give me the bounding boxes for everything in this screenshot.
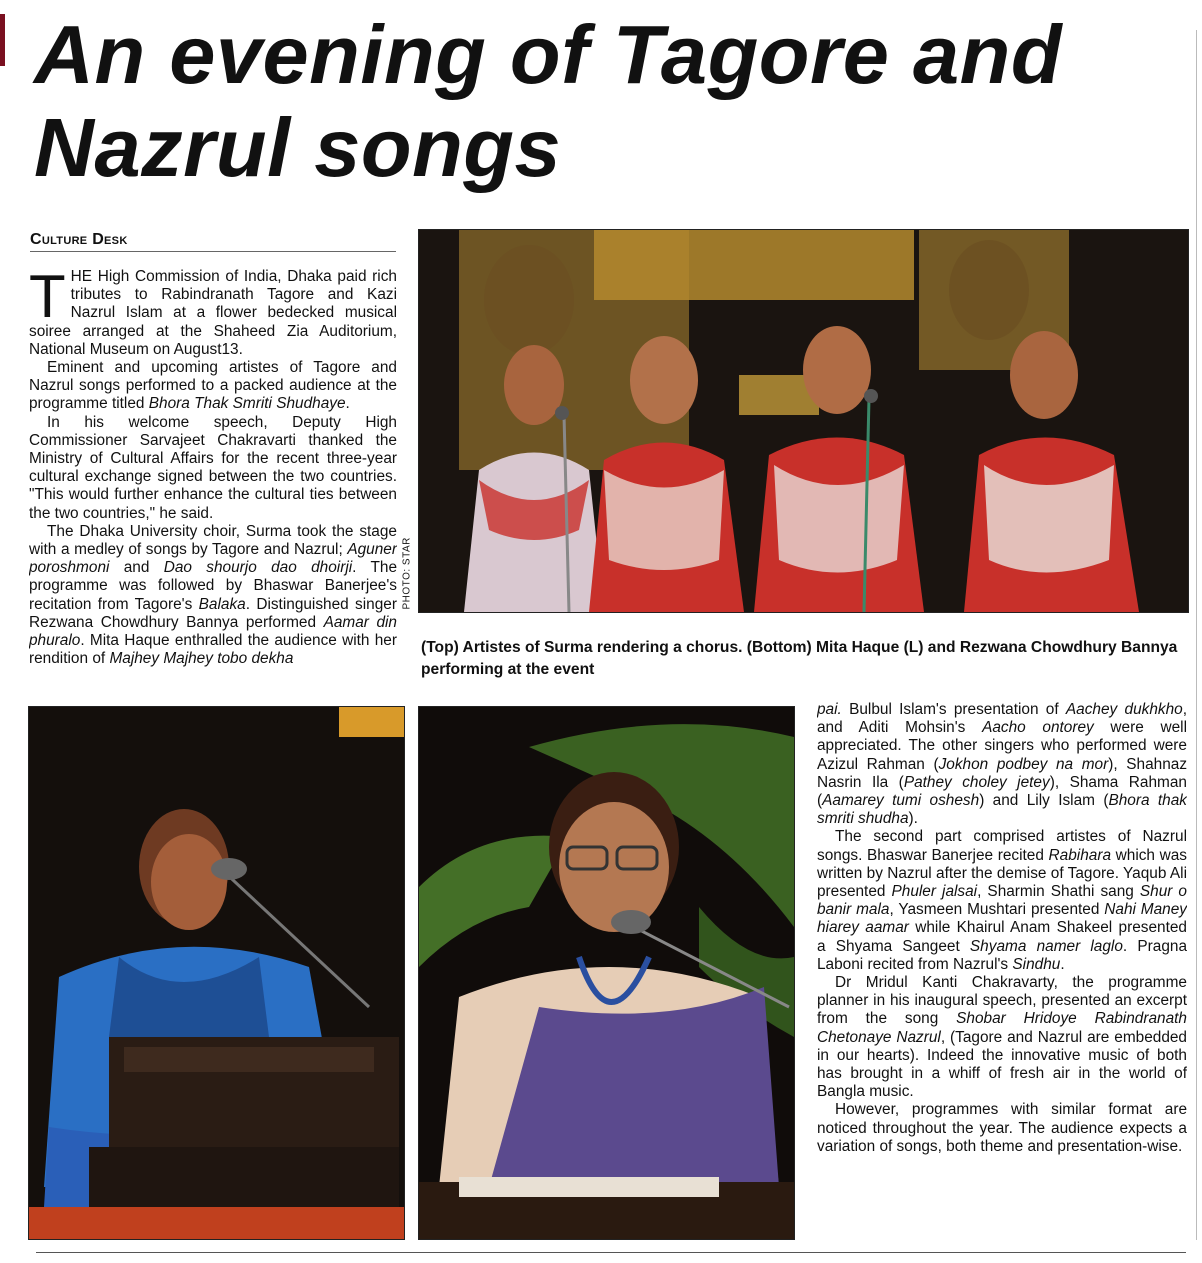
- left-accent-rule: [0, 14, 5, 66]
- mita-haque-photo: [28, 706, 405, 1240]
- article-column-2: [817, 701, 1187, 1246]
- paragraph-4-continued: pai. Bulbul Islam's presentation of Aachey dukhkho, and Aditi Mohsin's Aacho ontorey were well appreciated. The other singers who performed were Azizul Rahman (Jokhon podbey na mor), Shahnaz Nasrin Ila (Pathey choley jetey), Shama Rahman (Aamarey tumi oshesh) and Lily Islam (Bhora thak smriti shudha).: [817, 701, 1187, 828]
- byline: Culture Desk: [30, 231, 128, 248]
- paragraph-4: The Dhaka University choir, Surma took the stage with a medley of songs by Tagore and Nazrul; Aguner poroshmoni and Dao shourjo dao dhoirji. The programme was followed by Bhaswar Banerjee's recitation from Tagore's Balaka. Distinguished singer Rezwana Chowdhury Bannya performed Aamar din phuralo. Mita Haque enthralled the audience with her rendition of Majhey Majhey tobo dekha: [29, 522, 397, 668]
- paragraph-2: Eminent and upcoming artistes of Tagore and Nazrul songs performed to a packed audience at the programme titled Bhora Thak Smriti Shudhaye.: [29, 359, 397, 413]
- photo-caption: (Top) Artistes of Surma rendering a chorus. (Bottom) Mita Haque (L) and Rezwana Chowdhury Bannya performing at the event: [421, 639, 1178, 678]
- photo-credit: PHOTO: STAR: [401, 537, 413, 610]
- headline-line-2: Nazrul songs: [34, 101, 562, 194]
- column-rule: [1196, 30, 1197, 1240]
- rezwana-bannya-photo: [418, 706, 795, 1240]
- bottom-rule: [36, 1252, 1186, 1253]
- paragraph-7: However, programmes with similar format are noticed throughout the year. The audience expects a variation of songs, both theme and presentation-wise.: [817, 1101, 1187, 1155]
- mita-haque-photo-art: [29, 707, 404, 1239]
- headline-line-1: An evening of Tagore and: [34, 8, 1063, 101]
- chorus-photo: [418, 229, 1189, 613]
- paragraph-6: Dr Mridul Kanti Chakravarty, the programme planner in his inaugural speech, presented an excerpt from the song Shobar Hridoye Rabindranath Chetonaye Nazrul, (Tagore and Nazrul are embedded in our hearts). Indeed the innovative music of both has brought in a whiff of fresh air in the world of Bangla music.: [817, 974, 1187, 1101]
- article-column-1: [29, 268, 397, 692]
- chorus-photo-art: [419, 230, 1188, 612]
- paragraph-5: The second part comprised artistes of Nazrul songs. Bhaswar Banerjee recited Rabihara which was written by Nazrul after the demise of Tagore. Yaqub Ali presented Phuler jalsai, Sharmin Shathi sang Shur o banir mala, Yasmeen Mushtari presented Nahi Maney hiarey aamar while Khairul Anam Shakeel presented a Shyama Sangeet Shyama namer laglo. Pragna Laboni recited from Nazrul's Sindhu.: [817, 828, 1187, 973]
- paragraph-3: In his welcome speech, Deputy High Commissioner Sarvajeet Chakravarti thanked the Ministry of Cultural Affairs for the recent three-year cultural exchange signed between the two countries. "This would further enhance the cultural ties between the two countries," he said.: [29, 413, 397, 522]
- headline: [34, 8, 1174, 194]
- dropcap: T: [29, 268, 66, 330]
- paragraph-1: THE High Commission of India, Dhaka paid rich tributes to Rabindranath Tagore and Kazi Nazrul Islam at a flower bedecked musical soiree arranged at the Shaheed Zia Auditorium, National Museum on August13.: [29, 268, 397, 358]
- byline-rule: [30, 251, 396, 252]
- rezwana-bannya-photo-art: [419, 707, 794, 1239]
